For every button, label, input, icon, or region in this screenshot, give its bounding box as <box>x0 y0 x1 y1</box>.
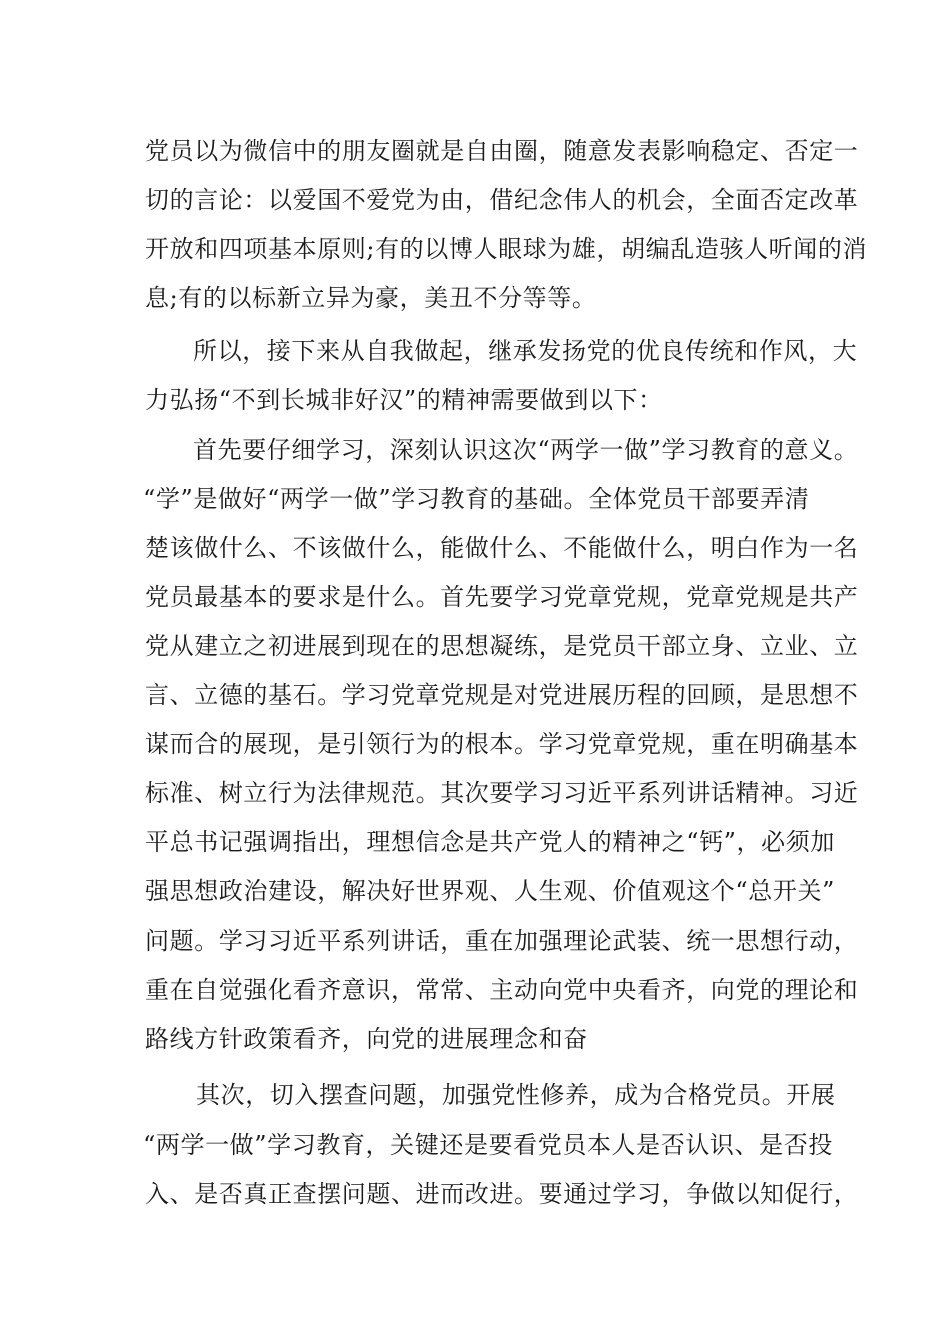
text-line: 问题。学习习近平系列讲话，重在加强理论武装、统一思想行动， <box>145 927 859 955</box>
text-line: 强思想政治建设，解决好世界观、人生观、价值观这个“总开关” <box>145 877 835 905</box>
text-line: 平总书记强调指出，理想信念是共产党人的精神之“钙”，必须加 <box>145 828 835 856</box>
text-line: 息;有的以标新立异为豪，美丑不分等等。 <box>145 284 597 312</box>
text-line: 谋而合的展现，是引领行为的根本。学习党章党规，重在明确基本 <box>145 730 859 758</box>
text-line: 标准、树立行为法律规范。其次要学习习近平系列讲话精神。习近 <box>145 779 859 807</box>
text-line: 言、立德的基石。学习党章党规是对党进展历程的回顾，是思想不 <box>145 681 859 709</box>
text-line: 切的言论：以爱国不爱党为由，借纪念伟人的机会，全面否定改革 <box>145 186 859 214</box>
text-line: 所以，接下来从自我做起，继承发扬党的优良传统和作风，大 <box>193 337 858 365</box>
text-line: 路线方针政策看齐，向党的进展理念和奋 <box>145 1025 588 1053</box>
text-line: 首先要仔细学习，深刻认识这次“两学一做”学习教育的意义。 <box>193 436 859 464</box>
text-line: 入、是否真正查摆问题、进而改进。要通过学习，争做以知促行， <box>145 1180 859 1208</box>
text-line: “学”是做好“两学一做”学习教育的基础。全体党员干部要弄清 <box>143 485 810 513</box>
text-line: 开放和四项基本原则;有的以博人眼球为雄，胡编乱造骇人听闻的消 <box>145 235 868 263</box>
text-line: “两学一做”学习教育，关键还是要看党员本人是否认识、是否投 <box>143 1131 833 1159</box>
text-line: 党员最基本的要求是什么。首先要学习党章党规，党章党规是共产 <box>145 583 859 611</box>
text-line: 党员以为微信中的朋友圈就是自由圈，随意发表影响稳定、否定一 <box>145 137 859 165</box>
text-line: 其次，切入摆查问题，加强党性修养，成为合格党员。开展 <box>196 1081 836 1109</box>
text-line: 力弘扬“不到长城非好汉”的精神需要做到以下： <box>145 386 663 414</box>
text-line: 楚该做什么、不该做什么，能做什么、不能做什么，明白作为一名 <box>145 534 859 562</box>
text-line: 重在自觉强化看齐意识，常常、主动向党中央看齐，向党的理论和 <box>145 976 859 1004</box>
text-line: 党从建立之初进展到现在的思想凝练，是党员干部立身、立业、立 <box>145 632 859 660</box>
